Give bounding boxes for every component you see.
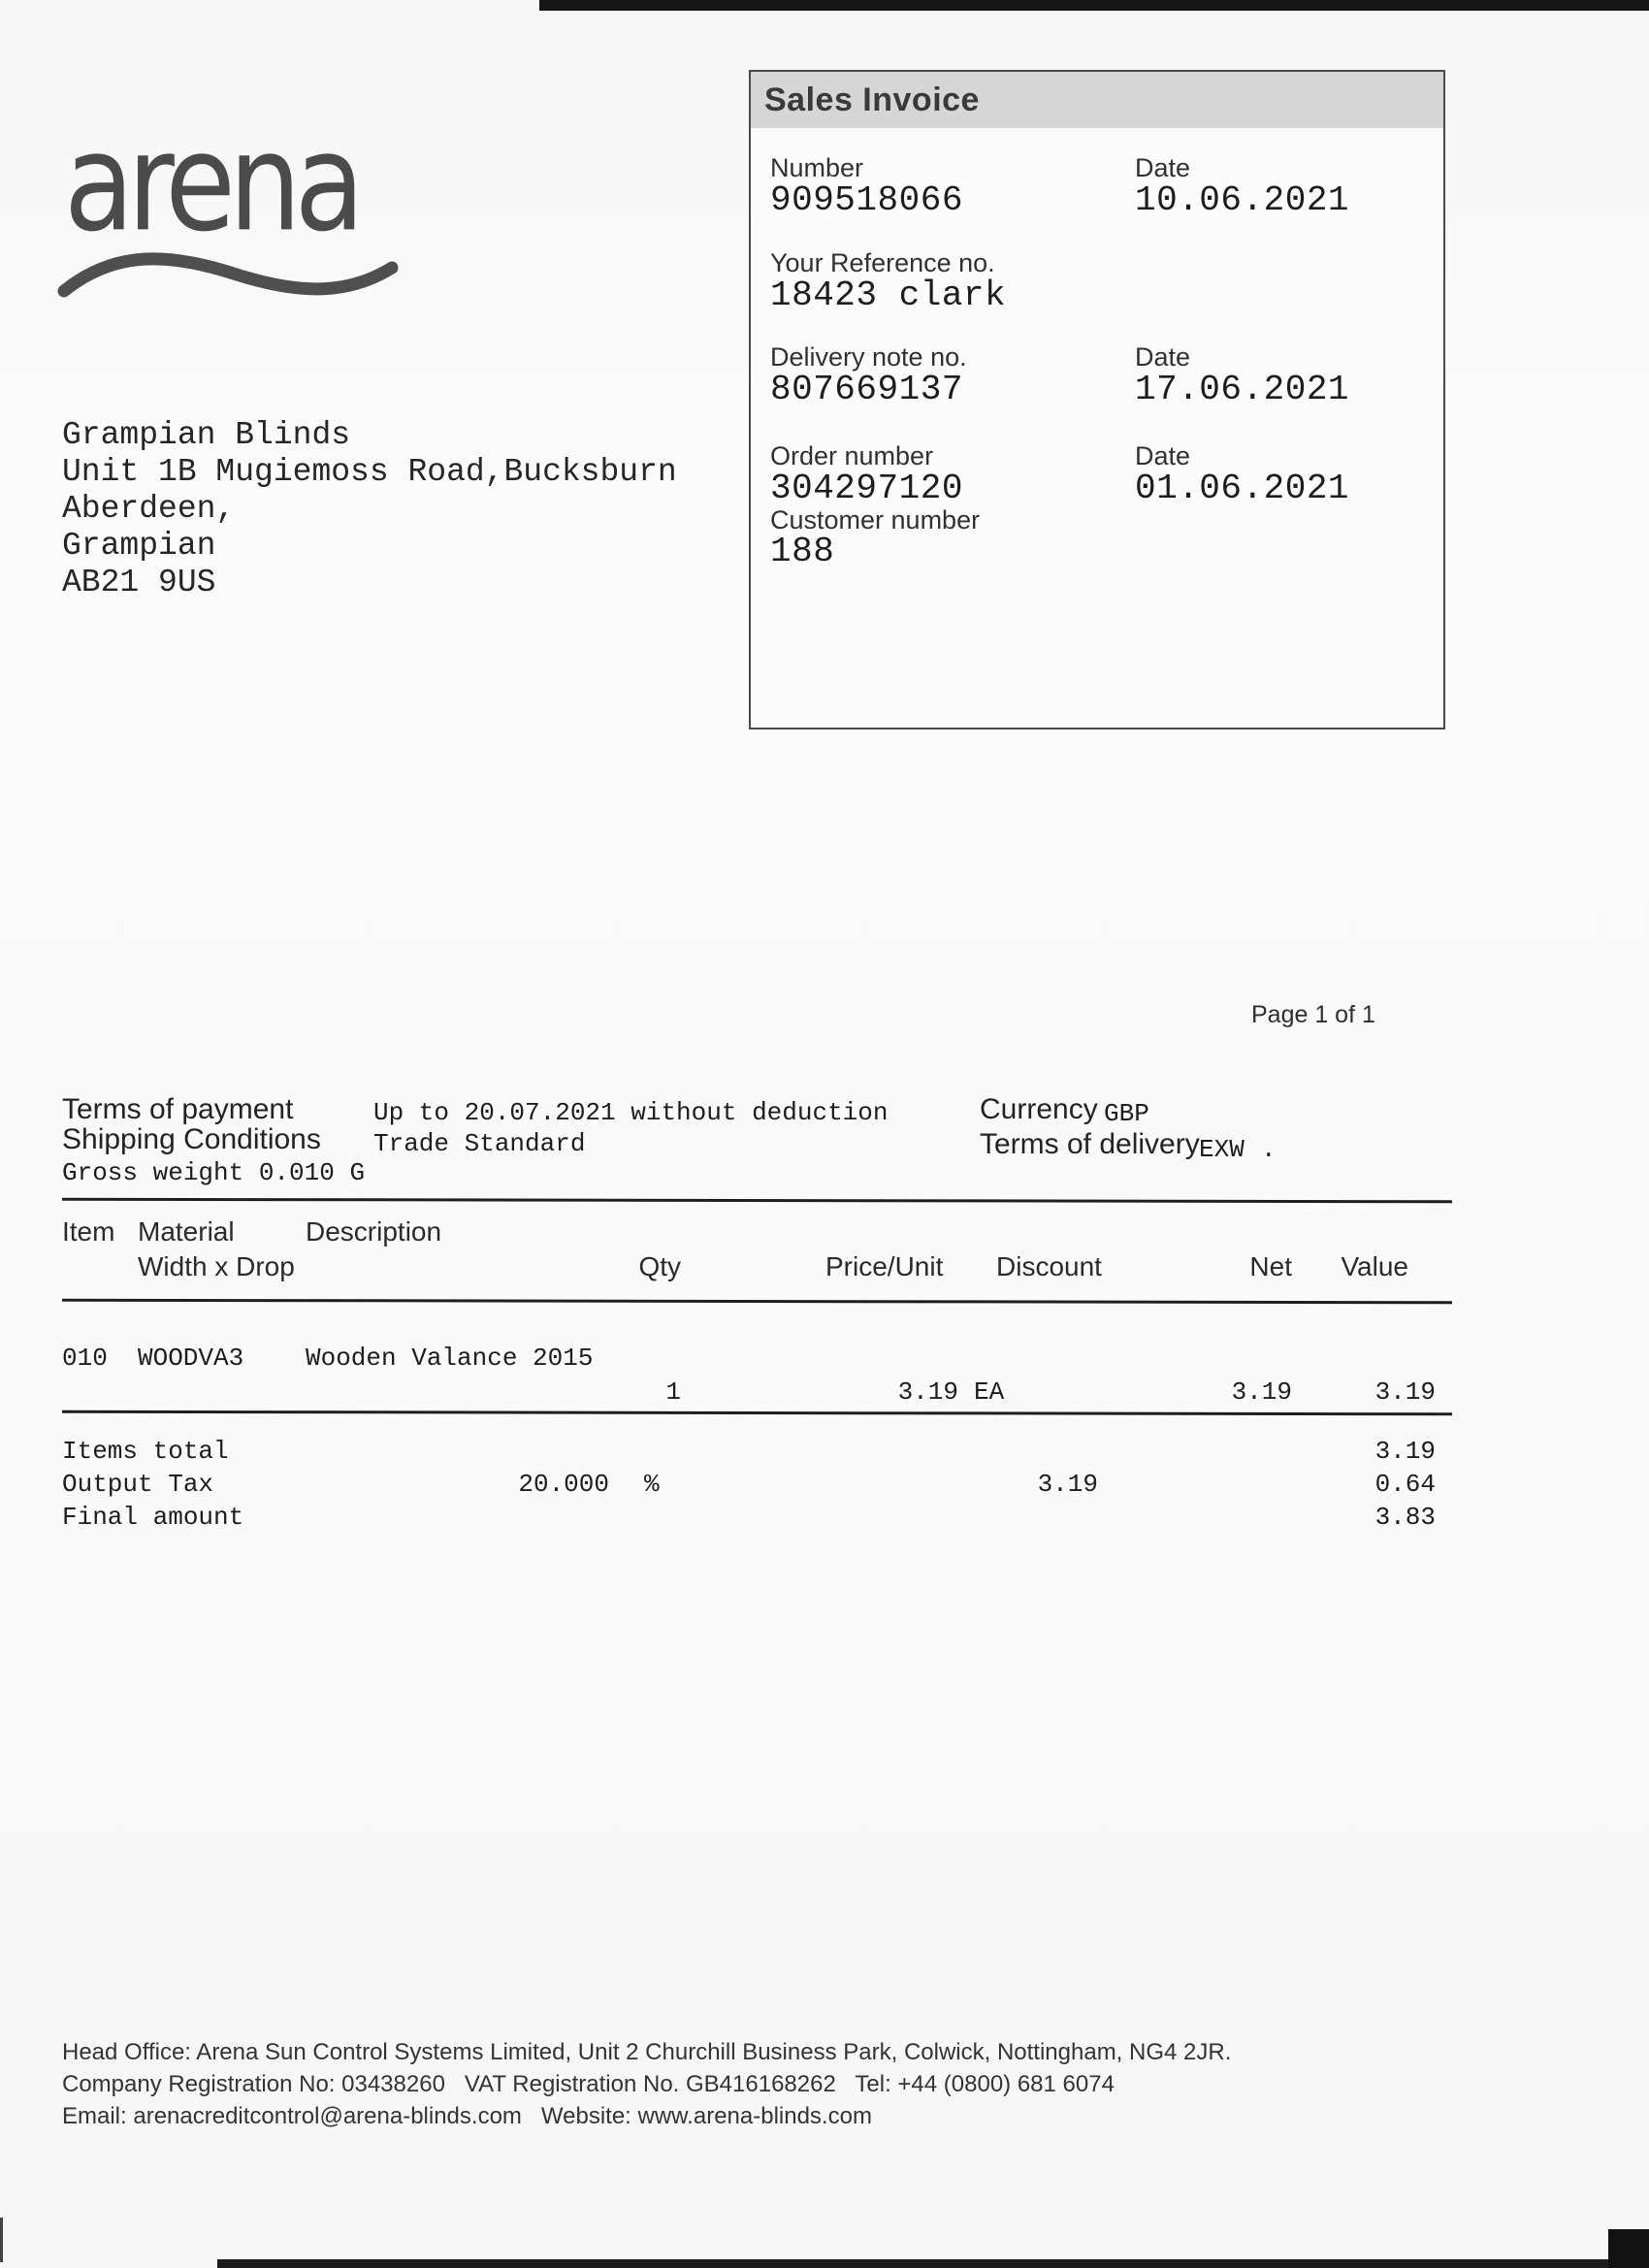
- terms-of-payment-value: Up to 20.07.2021 without deduction: [373, 1098, 889, 1127]
- scan-artifact-corner: [1608, 2229, 1649, 2268]
- page-indicator: Page 1 of 1: [1251, 1001, 1375, 1028]
- footer-head-office-line: Head Office: Arena Sun Control Systems Limited, Unit 2 Churchill Business Park, Colwick, Nottingham, NG4 2JR.: [62, 2039, 1232, 2065]
- invoice-number-value: 909518066: [770, 180, 963, 220]
- delivery-date-label: Date: [1135, 342, 1191, 372]
- currency-label: Currency: [980, 1093, 1098, 1125]
- column-header-discount: Discount: [996, 1251, 1102, 1281]
- terms-of-payment-label: Terms of payment: [62, 1093, 294, 1125]
- sales-invoice-panel: [749, 70, 1445, 729]
- delivery-date-value: 17.06.2021: [1135, 370, 1350, 409]
- terms-of-delivery-value: EXW: [1199, 1135, 1245, 1164]
- output-tax-rate: 20.000: [518, 1470, 609, 1499]
- row-net: 3.19: [1231, 1377, 1292, 1407]
- recipient-address-line: Grampian Blinds: [62, 417, 351, 453]
- your-reference-value: 18423 clark: [770, 275, 1007, 315]
- final-amount-label: Final amount: [62, 1503, 244, 1532]
- recipient-address-line: Grampian: [62, 528, 216, 564]
- invoice-date-label: Date: [1135, 153, 1191, 182]
- your-reference-label: Your Reference no.: [770, 248, 995, 277]
- order-number-value: 304297120: [770, 469, 963, 508]
- output-tax-label: Output Tax: [62, 1470, 214, 1499]
- output-tax-value: 0.64: [1374, 1470, 1436, 1499]
- output-tax-percent-sign: %: [644, 1470, 660, 1499]
- scan-artifact-left-edge: [0, 2218, 3, 2262]
- output-tax-base: 3.19: [1037, 1470, 1098, 1499]
- order-date-label: Date: [1135, 441, 1191, 470]
- order-number-label: Order number: [770, 441, 934, 470]
- row-qty: 1: [665, 1377, 681, 1407]
- column-header-width-drop: Width x Drop: [138, 1251, 295, 1281]
- logo-swoosh-icon: [54, 239, 404, 301]
- shipping-conditions-label: Shipping Conditions: [62, 1123, 321, 1155]
- terms-of-delivery-label: Terms of delivery: [980, 1128, 1200, 1160]
- column-header-material: Material: [138, 1216, 235, 1247]
- column-header-value: Value: [1341, 1251, 1408, 1281]
- column-header-item: Item: [62, 1216, 115, 1247]
- company-logo-wordmark: arena: [64, 103, 358, 262]
- row-description: Wooden Valance 2015: [306, 1344, 594, 1373]
- column-header-price-unit: Price/Unit: [825, 1251, 944, 1281]
- row-value: 3.19: [1374, 1377, 1436, 1407]
- final-amount-value: 3.83: [1374, 1503, 1436, 1532]
- currency-value: GBP: [1104, 1099, 1149, 1128]
- recipient-address-line: Aberdeen,: [62, 491, 236, 527]
- items-total-value: 3.19: [1374, 1437, 1436, 1466]
- table-rule-top: [62, 1198, 1452, 1204]
- invoice-title-bar: [751, 72, 1443, 128]
- invoice-date-value: 10.06.2021: [1135, 180, 1350, 220]
- recipient-address-line: Unit 1B Mugiemoss Road,Bucksburn: [62, 454, 677, 490]
- invoice-number-label: Number: [770, 153, 864, 182]
- row-unit: EA: [974, 1377, 1005, 1407]
- footer-contact-line: Email: arenacreditcontrol@arena-blinds.com Website: www.arena-blinds.com: [62, 2103, 872, 2129]
- shipping-conditions-value: Trade Standard: [373, 1129, 586, 1158]
- row-price-unit: 3.19: [897, 1377, 958, 1407]
- footer-registration-line: Company Registration No: 03438260 VAT Registration No. GB416168262 Tel: +44 (0800) 681 6074: [62, 2071, 1115, 2097]
- order-date-value: 01.06.2021: [1135, 469, 1350, 508]
- items-total-label: Items total: [62, 1437, 229, 1466]
- customer-number-value: 188: [770, 532, 835, 571]
- column-header-qty: Qty: [638, 1251, 681, 1281]
- column-header-description: Description: [306, 1216, 442, 1247]
- scan-artifact-bottom-bar: [217, 2259, 1649, 2268]
- row-item-number: 010: [62, 1344, 108, 1373]
- recipient-address-line: AB21 9US: [62, 565, 216, 600]
- terms-of-delivery-suffix: .: [1261, 1135, 1277, 1164]
- table-rule-row-bottom: [62, 1410, 1452, 1416]
- gross-weight: Gross weight 0.010 G: [62, 1158, 366, 1187]
- column-header-net: Net: [1249, 1251, 1292, 1281]
- scan-artifact-top-bar: [539, 0, 1649, 11]
- delivery-note-label: Delivery note no.: [770, 342, 967, 372]
- invoice-title: Sales Invoice: [764, 81, 980, 118]
- delivery-note-value: 807669137: [770, 370, 963, 409]
- row-material: WOODVA3: [138, 1344, 244, 1373]
- customer-number-label: Customer number: [770, 505, 981, 535]
- table-rule-header-bottom: [62, 1299, 1452, 1305]
